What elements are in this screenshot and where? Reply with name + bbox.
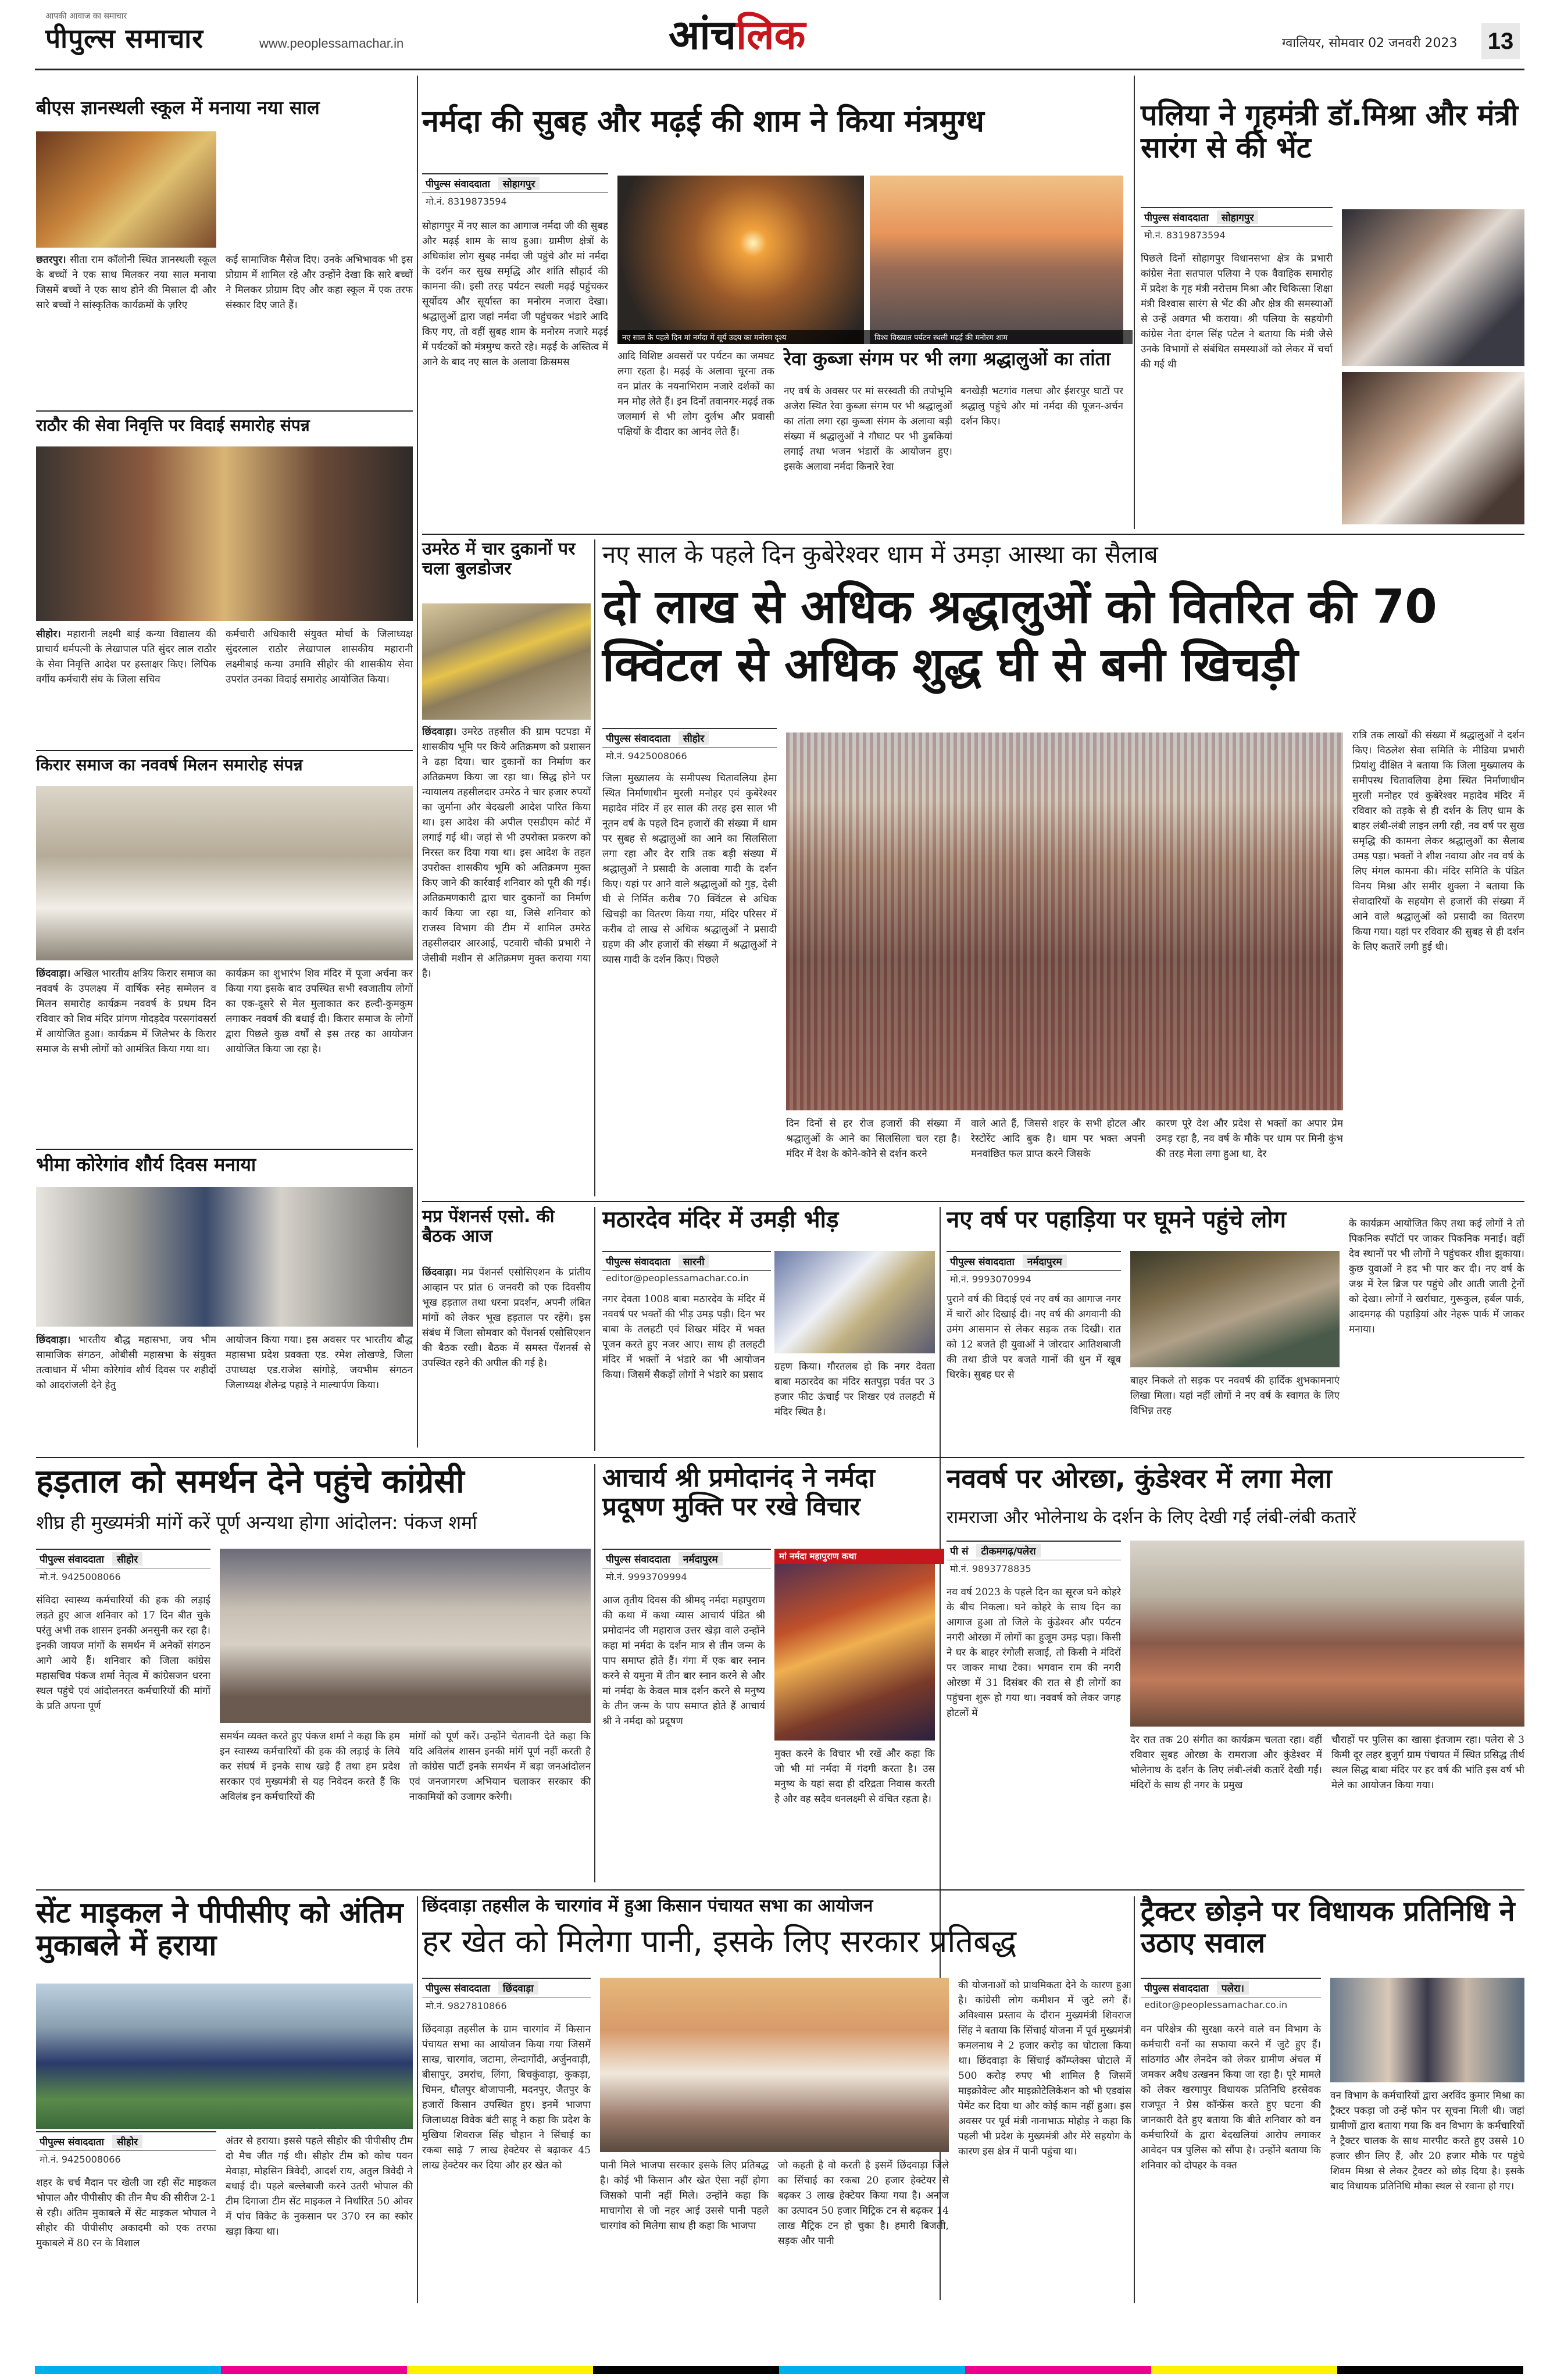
byline: [947, 1541, 1121, 1560]
byline-place: सीहोर: [112, 2135, 142, 2148]
story-body-col1: सोहागपुर में नए साल का आगाज नर्मदा जी की सुबह और मढ़ई शाम के साथ हुआ। ग्रामीण क्षेत्रों के अधिकांश लोग सुबह नर्मदा जी पहुंचे और मां नर्मदा के दर्शन कर सुख समृद्धि और शांति सौहार्द की कामना की। इसी तरह पर्यटन स्थली मढ़ई पहुंचकर सूर्योदय और सूर्यास्त का मनोरम नजारा देखा। श्रद्धालुओं द्वारा जहां नर्मदा जी पहुंचकर भंडारे आदि किए गए, तो वहीं सुबह शाम के मनोरम नजारे मढ़ई में पर्यटकों को मंत्रमुग्ध करते रहे। मढ़ई के अस्तित्व में आने के बाद नए साल के अलावा क्रिसमस: [422, 220, 608, 368]
dateline-place: सीहोर।: [36, 628, 61, 640]
byline-label: पीपुल्स संवाददाता: [1144, 212, 1209, 224]
kisan-sabha-photo: [600, 1978, 949, 2152]
kirar-group-photo: [36, 786, 413, 960]
byline-mobile: मो.नं. 8319873594: [426, 196, 507, 207]
orchha-crowd-photo: [1130, 1541, 1524, 1727]
headline: नववर्ष पर ओरछा, कुंडेश्वर में लगा मेला: [947, 1463, 1332, 1494]
dateline: ग्वालियर, सोमवार 02 जनवरी 2023: [1282, 36, 1458, 51]
byline-block: [602, 1549, 771, 1585]
divider: [36, 1149, 413, 1150]
byline-mobile: मो.नं. 9827810866: [426, 2000, 507, 2011]
byline-mobile: मो.नं. 9425008066: [40, 1571, 121, 1582]
story-pensioners: [422, 1207, 591, 1451]
color-swatch-black: [593, 2366, 779, 2374]
story-body-col3: जो कहती है वो करती है इसमें छिंदवाड़ा जिले का सिंचाई का रकबा 20 हजार हेक्टेयर से बढ़कर 3 लाख हेक्टेयर किया गया है। अनाज का उत्पादन 50 हजार मिट्रिक टन से बढ़कर 14 लाख मैट्रिक टन हो चुका है। हमारी बिजली, सड़क और पानी: [778, 2160, 949, 2247]
headline: पलिया ने गृहमंत्री डॉ.मिश्रा और मंत्री सारंग से की भेंट: [1141, 98, 1519, 165]
story-body-col1: [36, 627, 216, 741]
byline-block: [1141, 207, 1333, 243]
headline: ट्रैक्टर छोड़ने पर विधायक प्रतिनिधि ने उठाए सवाल: [1141, 1895, 1515, 1959]
subheadline: रामराजा और भोलेनाथ के दर्शन के लिए देखी गईं लंबी-लंबी कतारें: [947, 1507, 1356, 1528]
story-st-michael: [36, 1896, 413, 2303]
story-body: [422, 724, 591, 1189]
story-body-col2: पानी मिले भाजपा सरकार इसके लिए प्रतिबद्ध है। कोई भी किसान और खेत ऐसा नहीं होगा जिसको पानी नहीं मिले। उन्होंने कहा कि माचागोरा से जो नहर आई उससे पानी पहले चारगांव को मिलेगा साथ ही कहा कि भाजपा: [600, 2160, 769, 2232]
byline-label: पीपुल्स संवाददाता: [40, 2136, 104, 2148]
byline-place: सीहोर: [112, 1552, 142, 1566]
story-body-col1: जिला मुख्यालय के समीपस्थ चितावलिया हेमा स्थित निर्माणाधीन मुरली मनोहर एवं कुबेरेश्वर महादेव मंदिर में हर साल की तरह इस साल भी नूतन वर्ष के पहले दिन हजारों की संख्या में धाम पर सुबह से श्रद्धालुओं का आने का सिलसिला लगा रहा और देर रात्रि तक बड़ी संख्या में श्रद्धालुओं ने प्रसादी के अलावा गादी के दर्शन किए। यहां पर आने वाले श्रद्धालुओं को गुड़, देसी घी से निर्मित करीब 70 क्विंटल से अधिक खिचड़ी का वितरण किया गया, मंदिर परिसर में करीब दो लाख से अधिक श्रद्धालुओं ने प्रसादी ग्रहण की और हजारों की संख्या में श्रद्धालुओं ने व्यास गादी के दर्शन किए। पिछले: [602, 773, 777, 966]
headline: हड़ताल को समर्थन देने पहुंचे कांग्रेसी: [36, 1463, 465, 1500]
color-swatch-cyan: [35, 2366, 221, 2374]
column-rule: [1134, 1896, 1135, 2303]
byline-place: छिंदवाड़ा: [498, 1981, 538, 1995]
headline: किरार समाज का नववर्ष मिलन समारोह संपन्न: [36, 755, 303, 774]
headline: नर्मदा की सुबह और मढ़ई की शाम ने किया मंत्रमुग्ध: [422, 104, 984, 139]
story-body-col2: आदि विशिष्ट अवसरों पर पर्यटन का जमघट लगा रहता है। मढ़ई के अलावा चूरना तक वन प्रांतर के नयनाभिराम नजारे दर्शकों का मन मोह लेते हैं। इन दिनों तवानगर-मढ़ई तक जलमार्ग से भी लोग दुर्लभ और प्रवासी पक्षियों के दीदार का आनंद लेते हैं।: [617, 351, 774, 438]
byline-label: पीपुल्स संवाददाता: [950, 1256, 1015, 1268]
story-body-col2: मुक्त करने के विचार भी रखें और कहा कि जो भी मां नर्मदा में गंदगी करता है। उस मनुष्य के यहां सदा ही दरिद्रता निवास करती है और वह सदैव धनलक्ष्मी से वंचित रहता है।: [774, 1748, 935, 1805]
story-bhima-koregaon: [36, 1155, 413, 1468]
headline: मठारदेव मंदिर में उमड़ी भीड़: [602, 1206, 839, 1233]
school-celebration-photo: [36, 131, 216, 248]
column-rule: [594, 1464, 595, 1882]
story-body-col2: ग्रहण किया। गौरतलब हो कि नगर देवता बाबा मठारदेव का मंदिर सतपुड़ा पर्वत पर 3 हजार फीट ऊंचाई पर शिखर एवं तलहटी में मंदिर स्थित है।: [774, 1361, 935, 1418]
story-text: अखिल भारतीय क्षत्रिय किरार समाज का नववर्ष के उपलक्ष्य में वार्षिक स्नेह सम्मेलन व मिलन समारोह कार्यक्रम नववर्ष के प्रथम दिन रविवार को शिव मंदिर प्रांगण गोदड़देव परसगांवसर्रा में आयोजित हुआ। कार्यक्रम में जिलेभर के किरार समाज के सभी लोगों को आमंत्रित किया गया था।: [36, 968, 216, 1055]
cricket-team-photo: [36, 1984, 413, 2129]
byline: [1141, 1978, 1321, 1997]
story-body-col1: पुराने वर्ष की विदाई एवं नए वर्ष का आगाज नगर में चारों ओर दिखाई दी। नए वर्ष की अगवानी की उमंग आसमान से लेकर सड़क तक दिखी। रात को 12 बजते ही युवाओं ने जोरदार आतिशबाजी की तथा डीजे पर बजते गानों की धुन में खूब थिरके। सुबह घर से: [947, 1293, 1121, 1381]
dateline-place: छतरपुर।: [36, 254, 66, 266]
column-rule: [417, 76, 418, 1448]
story-body-col1: [36, 252, 216, 398]
story-body-col1: [36, 1332, 216, 1437]
byline-email[interactable]: editor@peoplessamachar.co.in: [606, 1273, 749, 1284]
mathardev-temple-photo: [774, 1251, 935, 1353]
byline: [422, 173, 608, 193]
hills-picnic-photo: [1130, 1251, 1340, 1367]
byline-block: [602, 1251, 771, 1285]
kicker: छिंदवाड़ा तहसील के चारगांव में हुआ किसान पंचायत सभा का आयोजन: [422, 1896, 873, 1916]
story-body-col2: वन विभाग के कर्मचारियों द्वारा अरविंद कुमार मिश्रा का ट्रैक्टर पकड़ा जो उन्हें फोन पर सूचना मिली थी। जहां ग्रामीणों द्वारा बताया गया कि वन विभाग के कर्मचारियों ने ट्रैक्टर चालक के साथ मारपीट करते हुए उससे 10 हजार छीन लिए हैं, और 20 हजार मौके पर पहुंचे शिवम मिश्रा से लेकर ट्रैक्टर को छोड़ दिया है। इसके बाद विधायक प्रतिनिधि मौका स्थल से रवाना हो गए।: [1330, 2090, 1524, 2192]
byline-place: सीहोर: [678, 731, 709, 745]
headline: सेंट माइकल ने पीपीसीए को अंतिम मुकाबले में हराया: [36, 1896, 403, 1962]
rewa-body-col2: बनखेड़ी भटगांव गलचा और ईशरपुर घाटों पर श्रद्धालु पहुंचे और मां नर्मदा की पूजन-अर्चन दर्शन किए।: [960, 385, 1123, 427]
story-paliya: [1141, 99, 1524, 529]
byline-label: पीपुल्स संवाददाता: [40, 1554, 104, 1566]
color-swatch-magenta: [221, 2366, 407, 2374]
subheadline-rewa: रेवा कुब्जा संगम पर भी लगा श्रद्धालुओं का तांता: [784, 348, 1111, 370]
story-body-col1: [36, 966, 216, 1141]
headline: बीएस ज्ञानस्थली स्कूल में मनाया नया साल: [36, 97, 320, 119]
headline: उमरेठ में चार दुकानों पर चला बुलडोजर: [422, 539, 576, 579]
byline-block: [947, 1251, 1121, 1287]
dateline-place: छिंदवाड़ा।: [422, 726, 457, 738]
story-body-col1: संविदा स्वास्थ्य कर्मचारियों की हक की लड़ाई लड़ते हुए आज शनिवार को 17 दिन बीत चुके परंतु अभी तक शासन इनकी अनसुनी कर रहा है। इनकी जायज मांगों के समर्थन में अनेकों संगठन आगे आये हैं। शनिवार को जिला कांग्रेस महासचिव पंकज शर्मा नेतृत्व में कांग्रेसजन धरना स्थल पहुंचे एवं आंदोलनरत कर्मचारियों की मांगों के प्रति अपना पूर्ण: [36, 1595, 210, 1712]
dateline-place: छिंदवाड़ा।: [36, 968, 71, 980]
story-body-col3: रात्रि तक लाखों की संख्या में श्रद्धालुओं ने दर्शन किए। विठलेश सेवा समिति के मीडिया प्रभारी प्रियांशु दीक्षित ने बताया कि जिला मुख्यालय के समीपस्थ चितावलिया हेमा स्थित निर्माणाधीन मुरली मनोहर एवं कुबेरेश्वर महादेव मंदिर में रविवार को तड़के से ही दर्शन के लिए धाम के बाहर लंबी-लंबी लाइन लगी रही, नव वर्ष पर सुख समृद्धि की कामना लेकर श्रद्धालुओं का सैलाब उमड़ पड़ा। भक्तों ने शीश नवाया और नव वर्ष के लिए मंगल कामना की। मंदिर समिति के पंडित विनय मिश्रा और समीर शुक्ला ने बताया कि सेवादारियों के सहयोग से हजारों की संख्या में आने वाले श्रद्धालुओं को प्रसादी का वितरण किया गया। यहां पर रविवार की सुबह से ही दर्शन के लिए कतारें लगी हुई थी।: [1352, 730, 1524, 953]
byline-label: पीपुल्स संवाददाता: [606, 1256, 670, 1268]
story-text: सीता राम कॉलोनी स्थित ज्ञानस्थली स्कूल के बच्चों ने एक साथ मिलकर नया साल मनाया जिसमें बच्चों ने एक साथ होने की मिसाल दी और सारे बच्चों ने सांस्कृतिक कार्यक्रमों के ज़रिए: [36, 254, 216, 311]
story-body-col1: छिंदवाड़ा तहसील के ग्राम चारगांव में किसान पंचायत सभा का आयोजन किया गया जिसमें साख, चारगांव, जटामा, लेन्दागोंदी, अर्जुनवाड़ी, बीसापुर, उमरांच, लिंगा, बिचकुंवाड़ा, कुकड़ा, चिमन, धौलपुर बोजापानी, मदनपुर, जैतपुर के हजारों किसान उपस्थित हुए। इनमें भाजपा जिलाध्यक्ष विवेक बंटी साहू ने कहा कि प्रदेश के मुखिया शिवराज सिंह चौहान ने सिंचाई का रकबा साढ़े 7 लाख हेक्टेयर से बढ़ाकर 45 लाख हेक्टेयर कर दिया और हर खेत को: [422, 2024, 591, 2171]
story-body-col3: के कार्यक्रम आयोजित किए तथा कई लोगों ने तो पिकनिक स्पॉटों पर जाकर पिकनिक मनाई। वहीं देव स्थानों पर भी लोगों ने पहुंचकर शीश झुकाया। कुछ युवाओं ने हद भी पार कर दी। नए वर्ष के जश्न में रेल ब्रिज पर पहुंचे और आती जाती ट्रेनों को देखा। लोगों ने खर्राघाट, गुरूकुल, हर्बल पार्क, आदमगढ़ की पहाड़ियां और नेहरू पार्क में जाकर मनाया।: [1349, 1218, 1524, 1335]
story-body: [422, 1265, 591, 1445]
masthead-logo: पीपुल्स समाचार: [45, 23, 204, 54]
print-color-bar: [35, 2366, 1523, 2374]
byline-place: पलेरा।: [1217, 1981, 1249, 1995]
story-body-col2: कर्मचारी अधिकारी संयुक्त मोर्चा के जिलाध्यक्ष सुंदरलाल राठौर लेखापाल शासकीय महारानी लक्ष्मीबाई कन्या उमावि सीहोर की शासकीय सेवा उपरांत उनका विदाई समारोह आयोजित किया।: [226, 628, 413, 685]
bhima-koregaon-photo: [36, 1187, 413, 1327]
byline: [602, 1251, 771, 1271]
story-bvs-school: [36, 98, 413, 400]
meeting-minister-sarang-photo: [1342, 372, 1524, 524]
story-text: महारानी लक्ष्मी बाई कन्या विद्यालय की प्राचार्य धर्मपत्नी के लेखापाल पति सुंदर लाल राठौर के सेवा निवृत्ति आदेश पर हस्ताक्षर किए। लिपिक वर्गीय कर्मचारी संघ के जिला सचिव: [36, 628, 216, 685]
masthead-rule: [35, 69, 1524, 70]
story-body: पिछले दिनों सोहागपुर विधानसभा क्षेत्र के प्रभारी कांग्रेस नेता सतपाल पलिया ने एक वैवाहिक समारोह में प्रदेश के गृह मंत्री नरोत्तम मिश्रा और चिकित्सा शिक्षा मंत्री विश्वास सारंग से भेंट की और क्षेत्र की समस्याओं से उन्हें अवगत भी कराया। श्री पलिया के सहयोगी कांग्रेस नेता दंगल सिंह पटेल ने बताया कि मंत्री जैसे उनके विभागों से संबंधित समस्याओं को लेकर में चर्चा की गई थी: [1141, 253, 1333, 370]
section-title-part-a: आंच: [669, 11, 736, 59]
story-congress-strike: [36, 1464, 591, 1882]
divider: [422, 534, 1524, 535]
byline-mobile: मो.नं. 9425008066: [40, 2154, 121, 2165]
color-swatch-black: [1337, 2366, 1523, 2374]
story-body-col2: अंतर से हराया। इससे पहले सीहोर की पीपीसीए टीम दो मैच जीत गई थी। सीहोर टीम को कोच पवन मेवाड़ा, मोहसिन त्रिवेदी, आदर्श राय, अतुल त्रिवेदी ने बधाई दी। पहले बल्लेबाजी करने उतरी भोपाल की टीम दिगाजा टीम सेंट माइकल ने निर्धारित 50 ओवर में पांच विकेट के नुकसान पर 370 रन का स्कोर खड़ा किया था।: [226, 2135, 413, 2238]
byline-place: सोहागपुर: [498, 177, 540, 190]
color-swatch-magenta: [965, 2366, 1151, 2374]
byline-mobile: मो.नं. 9425008066: [606, 751, 687, 762]
byline-label: पीपुल्स संवाददाता: [426, 1983, 490, 1995]
byline: [36, 1549, 210, 1568]
story-text: भारतीय बौद्ध महासभा, जय भीम सामाजिक संगठन, ओबीसी महासभा के संयुक्त तत्वाधान में भीमा कोरेगांव शौर्य दिवस पर शहीदों को आदरांजली देने हेतु: [36, 1334, 216, 1391]
photo-caption: विश्व विख्यात पर्यटन स्थली मढ़ई की मनोरम शाम: [870, 330, 1133, 344]
madhai-evening-photo: [870, 176, 1123, 344]
masthead: [0, 0, 1557, 70]
story-body-col2: समर्थन व्यक्त करते हुए पंकज शर्मा ने कहा कि हम इन स्वास्थ्य कर्मचारियों की हक की लड़ाई के लिये कर संघर्ष में इनके साथ खड़े हैं तथा हम प्रदेश सरकार एवं मुख्यमंत्री से यह निवेदन करते हैं कि अविलंब इन कर्मचारियों की: [220, 1731, 400, 1803]
story-pramodanand: [602, 1464, 935, 1882]
byline: [947, 1251, 1121, 1271]
byline: [1141, 207, 1333, 227]
story-pahadiya: [947, 1207, 1524, 1451]
divider: [36, 410, 413, 412]
acharya-pravachan-photo: [774, 1549, 935, 1741]
congress-support-photo: [220, 1549, 591, 1723]
color-swatch-cyan: [779, 2366, 965, 2374]
story-umreth-bulldozer: [422, 539, 591, 1196]
subheadline: शीघ्र ही मुख्यमंत्री मांगें करें पूर्ण अन्यथा होगा आंदोलन: पंकज शर्मा: [36, 1511, 477, 1534]
column-rule: [1134, 76, 1135, 529]
byline-place: सोहागपुर: [1217, 210, 1259, 224]
color-swatch-yellow: [1151, 2366, 1337, 2374]
column-rule: [417, 1896, 418, 2303]
byline-mobile: मो.नं. 9893778835: [950, 1563, 1031, 1574]
story-mathardev: [602, 1207, 935, 1451]
byline: [36, 2131, 216, 2151]
masthead-url[interactable]: www.peoplessamachar.in: [259, 36, 404, 51]
headline: हर खेत को मिलेगा पानी, इसके लिए सरकार प्रतिबद्ध: [422, 1923, 1017, 1960]
byline-place: टीकमगढ़/पलेरा: [976, 1544, 1040, 1557]
headline: राठौर की सेवा निवृत्ति पर विदाई समारोह संपन्न: [36, 416, 310, 435]
byline-block: [36, 1549, 210, 1585]
byline-mobile: मो.नं. 9993709994: [606, 1571, 687, 1582]
divider: [36, 750, 413, 751]
byline-place: नर्मदापुरम: [678, 1552, 723, 1566]
story-rathore-farewell: [36, 416, 413, 742]
byline-label: पीपुल्स संवाददाता: [606, 1554, 670, 1566]
rewa-body-col1: नए वर्ष के अवसर पर मां सरस्वती की तपोभूमि अजेरा स्थित रेवा कुब्जा संगम पर भी श्रद्धालुओं का तांता लगा रहा कुब्जा संगम के अलावा बड़ी संख्या में श्रद्धालुओं ने गौघाट पर भी डुबकियां लगाई तथा भजन भंडारों के आयोजन हुए। इसके अलावा नर्मदा किनारे रेवा: [784, 385, 952, 473]
story-body-col1: वन परिक्षेत्र की सुरक्षा करने वाले वन विभाग के कर्मचारी वनों का सफाया करने में जुटे हुए हैं। सांठगांठ और लेनदेन को लेकर ग्रामीण अंचल में जमकर अवैध उत्खनन किया जा रहा है। पूरे मामले को लेकर खरगापुर विधायक प्रतिनिधि हरसेवक राजपूत ने प्रेस कॉन्फ्रेंस करते हुए घटना की जानकारी देते हुए बताया कि बीते शनिवार को वन कर्मचारियों के द्वारा बेदखलियां आरोप लगाकर आवेदन पत्र पुलिस को सौंपा है। उन्होंने बताया कि शनिवार को दोपहर के वक्त: [1141, 2024, 1321, 2171]
story-body-col1: नगर देवता 1008 बाबा मठारदेव के मंदिर में नववर्ष पर भक्तों की भीड़ उमड़ पड़ी। दिन भर बाबा के तलहटी एवं शिखर मंदिर में भक्त पूजन करते हुए नजर आए। साथ ही तलहटी मंदिर में भक्तों ने भंडारे का भी आयोजन किया। जिसमें सैकड़ों लोगों ने भंडारे का प्रसाद: [602, 1293, 765, 1381]
story-body-mid2: वाले आते हैं, जिससे शहर के सभी होटल और रेस्टोरेंट आदि बुक है। धाम पर भक्त अपनी मनवांछित फल प्राप्त करने जिसके: [971, 1118, 1145, 1160]
story-body-col1: नव वर्ष 2023 के पहले दिन का सूरज घने कोहरे के बीच निकला। घने कोहरे के साथ दिन का आगाज हुआ तो जिले के कुंडेश्वर और पर्यटन नगरी ओरछा में लोगों का हुजूम उमड़ पड़ा। किसी ने घर के बाहर रंगोली सजाई, तो किसी ने मंदिरों पर जाकर माथा टेका। भगवान राम की नगरी ओरछा में 31 दिसंबर की रात से ही लोगों का पहुंचना शुरू हो गया था। नववर्ष को लेकर जगह होटलों में: [947, 1586, 1121, 1719]
byline-place: नर्मदापुरम: [1023, 1255, 1067, 1268]
byline-label: पी सं: [950, 1546, 969, 1557]
masthead-logo-tagline: आपकी आवाज का समाचार: [45, 12, 127, 21]
story-narmada: [422, 81, 1131, 529]
byline-label: पीपुल्स संवाददाता: [606, 733, 670, 745]
story-body-mid1: दिन दिनों से हर रोज हजारों की संख्या में श्रद्धालुओं के आने का सिलसिला चल रहा है। मंदिर में देश के कोने-कोने से दर्शन करने: [786, 1118, 960, 1160]
story-kubereshwar: [602, 541, 1524, 1198]
byline-block: [422, 1978, 591, 2014]
section-title-part-b: लिक: [736, 11, 806, 59]
headline: भीमा कोरेगांव शौर्य दिवस मनाया: [36, 1153, 256, 1175]
byline: [422, 1978, 591, 1997]
divider: [422, 1201, 1524, 1202]
column-rule: [594, 1207, 595, 1451]
story-body-col2: कई सामाजिक मैसेज दिए। उनके अभिभावक भी इस प्रोग्राम में शामिल रहे और उन्होंने देखा कि सारे बच्चों ने मिलकर प्रोग्राम दिए और कहा स्कूल में एक तरफ संस्कार दिए जाते हैं।: [226, 254, 413, 311]
story-body-col3: मांगों को पूर्ण करें। उन्होंने चेतावनी देते कहा कि यदि अविलंब शासन इनकी मांगें पूर्ण नहीं करती है तो कांग्रेस पार्टी इनके समर्थन में बड़ा जनआंदोलन एवं जनजागरण अभियान चलाकर सरकार की नाकामियों को उजागर करेगी।: [409, 1731, 591, 1803]
byline-label: पीपुल्स संवाददाता: [426, 178, 490, 190]
kicker: नए साल के पहले दिन कुबेरेश्वर धाम में उमड़ा आस्था का सैलाब: [602, 540, 1158, 569]
byline-block: [1141, 1978, 1321, 2012]
story-body-col1: आज तृतीय दिवस की श्रीमद् नर्मदा महापुराण की कथा में कथा व्यास आचार्य पंडित श्री प्रमोदानंद जी महाराज उत्तर खेड़ा वाले उन्होंने कहा मां नर्मदा के दर्शन मात्र से तीन जन्म के पाप समाप्त होते हैं। गंगा में एक बार स्नान करने से यमुना में तीन बार स्नान करने से और मां नर्मदा के केवल मात्र दर्शन करने से मनुष्य के तीन जन्म के पाप समाप्त होते हैं आचार्य श्री ने नर्मदा को प्रदूषण: [602, 1595, 765, 1727]
headline: आचार्य श्री प्रमोदानंद ने नर्मदा प्रदूषण मुक्ति पर रखे विचार: [602, 1463, 875, 1522]
story-tractor: [1141, 1896, 1524, 2303]
divider: [36, 1889, 1524, 1891]
story-body-col1: शहर के चर्च मैदान पर खेली जा रही सेंट माइकल भोपाल और पीपीसीए की तीन मैच की सीरीज 2-1 से रही। अंतिम मुकाबले में सेंट माइकल भोपाल ने सीहोर की पीपीसीए अकादमी को एक तरफा मुकाबले में 80 रन के विशाल: [36, 2177, 216, 2249]
byline: [602, 728, 777, 748]
byline-place: सारनी: [678, 1255, 709, 1268]
dateline-place: छिंदवाड़ा।: [422, 1267, 457, 1278]
farewell-ceremony-photo: [36, 446, 413, 621]
byline: [602, 1549, 771, 1568]
story-orchha-mela: [947, 1464, 1524, 1882]
press-conference-photo: [1330, 1978, 1524, 2082]
story-kisan-panchayat: [422, 1896, 1131, 2303]
katha-banner: मां नर्मदा महापुराण कथा: [774, 1549, 944, 1564]
photo-caption: नए साल के पहले दिन मां नर्मदा में सूर्य उदय का मनोरम दृश्य: [617, 330, 873, 344]
crowd-kubereshwar-photo: [786, 732, 1343, 1110]
section-title: [669, 12, 805, 58]
story-text: उमरेठ तहसील की ग्राम पटपडा में शासकीय भूमि पर किये अतिक्रमण को प्रशासन ने ढहा दिया। चार दुकानों का निर्माण कर अतिक्रमण किया जा रहा था। सिद्ध होने पर न्यायालय तहसीलदार उमरेठ ने चार हजार रुपयों का जुर्माना और बेदखली आदेश पारित किया था। इस आदेश की अपील एसडीएम कोर्ट में लगाई गई थी। जहां से भी उपरोक्त प्रकरण को निरस्त कर दिया गया था। इस आदेश के तहत उपरोक्त शासकीय भूमि को अतिक्रमण मुक्त किए जाने की कार्रवाई शनिवार को पूरी की गई। अतिक्रमणकारी द्वारा चार दुकानों का निर्माण कार्य किया जा रहा था, जिसे शनिवार को राजस्व विभाग की टीम में शामिल उमरेठ तहसीलदार आरआई, पटवारी चौकी प्रभारी ने जेसीबी मशीन से अतिक्रमण मुक्त कराया गया है।: [422, 726, 591, 980]
dateline-place: छिंदवाड़ा।: [36, 1334, 71, 1346]
story-kirar-samaj: [36, 756, 413, 1163]
bulldozer-photo: [422, 603, 591, 720]
byline-label: पीपुल्स संवाददाता: [1144, 1983, 1209, 1995]
story-body-col2: आयोजन किया गया। इस अवसर पर भारतीय बौद्ध महासभा प्रदेश प्रवक्ता एड. रमेश लोखण्डे, जिला उपाध्यक्ष एड.राजेश सांगोड़े, जयभीम संगठन जिलाध्यक्ष शैलेन्द्र पहाड़े ने माल्यार्पण किया।: [226, 1334, 413, 1391]
headline: नए वर्ष पर पहाड़िया पर घूमने पहुंचे लोग: [947, 1206, 1287, 1233]
headline: दो लाख से अधिक श्रद्धालुओं को वितरित की 70 क्विंटल से अधिक शुद्ध घी से बनी खिचड़ी: [602, 580, 1437, 692]
page-number: 13: [1481, 23, 1520, 59]
story-body-col2: कार्यक्रम का शुभारंभ शिव मंदिर में पूजा अर्चना कर किया गया इसके बाद उपस्थित सभी स्वजातीय लोगों का एक-दूसरे से मेल मुलाकात कर हल्दी-कुमकुम लगाकर नववर्ष की बधाई दी। किरार समाज के लोगों द्वारा पिछले कुछ वर्षों से इस तरह का आयोजन आयोजित किया जा रहा है।: [226, 968, 413, 1055]
story-text: मप्र पेंशनर्स एसोसिएशन के प्रांतीय आव्हान पर प्रांत 6 जनवरी को एक दिवसीय भूख हड़ताल तथा धरना प्रदर्शन, अपनी लंबित मांगों को लेकर भूख हड़ताल पर रहेंगे। इस संबंध में जिला सोमवार को पेंशनर्स एसोसिएशन की बैठक रखी। बैठक में समस्त पेंशनर्स से उपस्थित रहने की अपील की गई है।: [422, 1267, 591, 1369]
divider: [36, 1457, 1524, 1458]
headline: मप्र पेंशनर्स एसो. की बैठक आज: [422, 1206, 555, 1246]
byline-mobile: मो.नं. 9993070994: [950, 1274, 1031, 1285]
byline-block: [602, 728, 777, 764]
narmada-sunrise-photo: [617, 176, 864, 344]
story-body-col4: की योजनाओं को प्राथमिकता देने के कारण हुआ है। कांग्रेसी लोग कमीशन में जुटे लगे हैं। अविश्वास प्रस्ताव के दौरान मुख्यमंत्री शिवराज सिंह ने बताया कि सिंचाई योजना में पूर्व मुख्यमंत्री कमलनाथ ने 2 हजार करोड़ का घोटाला किया था। छिंदवाड़ा के सिंचाई कॉम्प्लेक्स घोटाले में 500 करोड़ रुपए भी शामिल है जिसमें माइक्रोवेल्ट और माइक्रोटेलिकेशन को भी एडवांस पेमेंट कर दिया था और कोई काम नहीं हुआ। इस अवसर पर पूर्व मंत्री नानाभाऊ मोहोड़ ने कहा कि पहली भी प्रदेश के मुख्यमंत्री और मेरे सहयोग के कारण इस क्षेत्र में पानी पहुंचा था।: [958, 1979, 1131, 2157]
byline-block: [422, 173, 608, 209]
byline-block: [947, 1541, 1121, 1577]
byline-mobile: मो.नं. 8319873594: [1144, 230, 1226, 241]
story-body-col2: देर रात तक 20 संगीत का कार्यक्रम चलता रहा। वहीं रविवार सुबह ओरछा के रामराजा और कुंडेश्वर में भोलेनाथ के दर्शन के लिए लंबी-लंबी कतारें देखी गईं। मंदिरों के साथ ही नगर के प्रमुख: [1130, 1734, 1322, 1791]
story-body-col3: चौराहों पर पुलिस का खासा इंतजाम रहा। पलेरा से 3 किमी दूर लहर बुजुर्ग ग्राम पंचायत में स्थित प्रसिद्ध तीर्थ स्थल सिद्ध बाबा मंदिर पर हर वर्ष की भांति इस वर्ष भी मेले का आयोजन किया गया।: [1331, 1734, 1524, 1791]
color-swatch-yellow: [407, 2366, 593, 2374]
byline-block: [36, 2131, 216, 2167]
meeting-home-minister-photo: [1342, 209, 1524, 366]
story-body-col2: बाहर निकले तो सड़क पर नववर्ष की हार्दिक शुभकामनाएं लिखा मिला। यहां नहीं लोगों ने नए वर्ष के स्वागत के लिए विभिन्न तरह: [1130, 1375, 1340, 1417]
story-body-mid3: कारण पूरे देश और प्रदेश से भक्तों का अपार प्रेम उमड़ रहा है, नव वर्ष के मौके पर धाम पर मिनी कुंभ की तरह मेला लगा हुआ था, देर: [1156, 1118, 1343, 1160]
byline-email[interactable]: editor@peoplessamachar.co.in: [1144, 1999, 1288, 2010]
column-rule: [594, 539, 595, 1196]
